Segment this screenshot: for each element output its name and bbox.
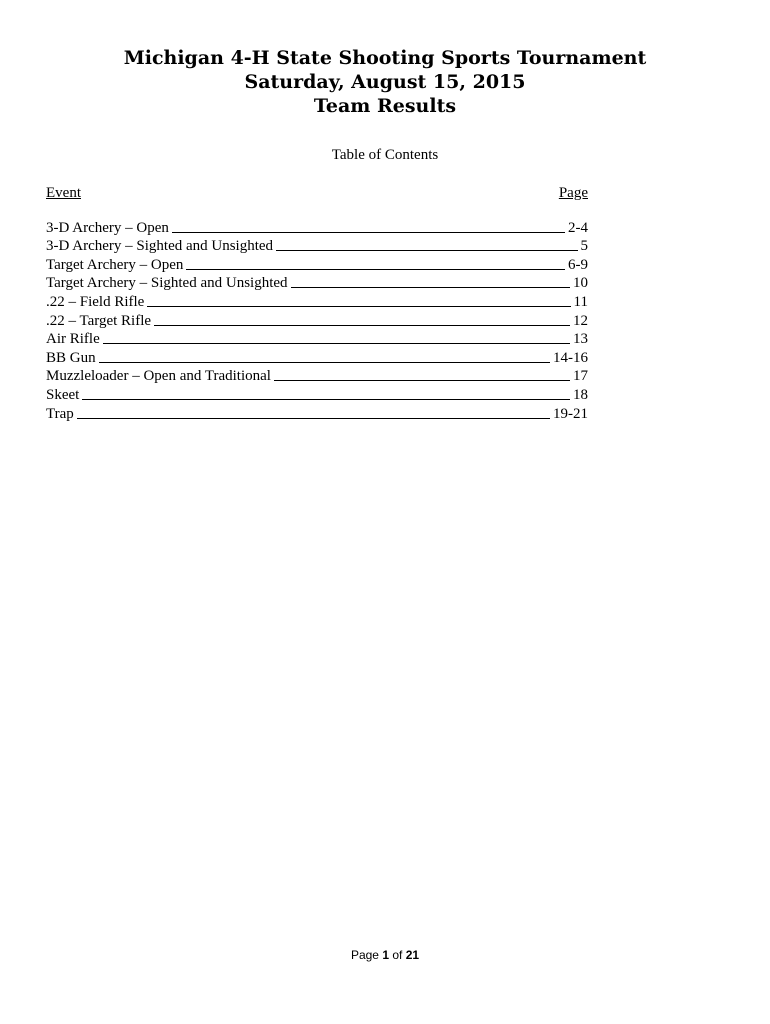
document-title [0,46,770,118]
toc-entry [46,330,588,349]
toc-entry-event: .22 – Target Rifle [46,312,152,329]
toc-entry-page: 2-4 [568,219,588,236]
toc-leader-line [103,342,570,344]
toc-entry-page: 19-21 [553,405,588,422]
toc-entry-page: 17 [573,368,588,385]
toc-entry-event: Trap [46,405,74,422]
toc-entry-event: Target Archery – Sighted and Unsighted [46,275,288,292]
toc-entry-event: Muzzleloader – Open and Traditional [46,368,271,385]
toc-leader-line [82,398,570,400]
toc-entry-event: 3-D Archery – Sighted and Unsighted [46,238,274,255]
toc-leader-line [291,286,570,288]
footer-separator: of [392,948,403,962]
toc-leader-line [274,379,570,381]
toc-leader-line [154,324,570,326]
toc-leader-line [276,249,577,251]
toc-entry [46,237,588,256]
toc-entry-event: .22 – Field Rifle [46,293,145,310]
footer-total-pages: 21 [405,948,420,962]
toc-entry-page: 18 [573,386,588,403]
toc-entry-page: 6-9 [568,256,588,273]
toc-entry [46,311,588,330]
footer-current-page: 1 [382,948,389,962]
toc-entry [46,404,588,423]
toc-entry-page: 12 [573,312,588,329]
toc-entry-event: Skeet [46,386,80,403]
title-line-results: Team Results [313,95,457,117]
toc-entry-page: 11 [573,293,588,310]
toc-leader-line [147,305,570,307]
toc-entry [46,218,588,237]
toc-entry-event: Target Archery – Open [46,256,184,273]
toc-entry [46,255,588,274]
page-footer [0,947,770,963]
toc-entry-event: Air Rifle [46,331,100,348]
toc-entry [46,385,588,404]
toc-entry-event: 3-D Archery – Open [46,219,169,236]
toc-entry-page: 10 [573,275,588,292]
toc-leader-line [172,231,565,233]
toc-leader-line [186,268,565,270]
toc-entry-page: 5 [580,238,588,255]
footer-prefix: Page [350,948,379,962]
toc-entry-page: 14-16 [553,349,588,366]
toc-leader-line [77,417,550,419]
toc-entry [46,367,588,386]
column-header-event: Event [46,185,81,201]
title-line-date: Saturday, August 15, 2015 [244,71,526,93]
title-line-tournament: Michigan 4-H State Shooting Sports Tournament [123,47,647,69]
toc-entry [46,348,588,367]
toc-entry-page: 13 [573,331,588,348]
column-header-page: Page [558,185,588,201]
toc-entry [46,292,588,311]
toc-entry-event: BB Gun [46,349,96,366]
toc-heading: Table of Contents [331,147,439,163]
toc-list [46,218,588,423]
toc-leader-line [99,361,550,363]
toc-entry [46,274,588,293]
